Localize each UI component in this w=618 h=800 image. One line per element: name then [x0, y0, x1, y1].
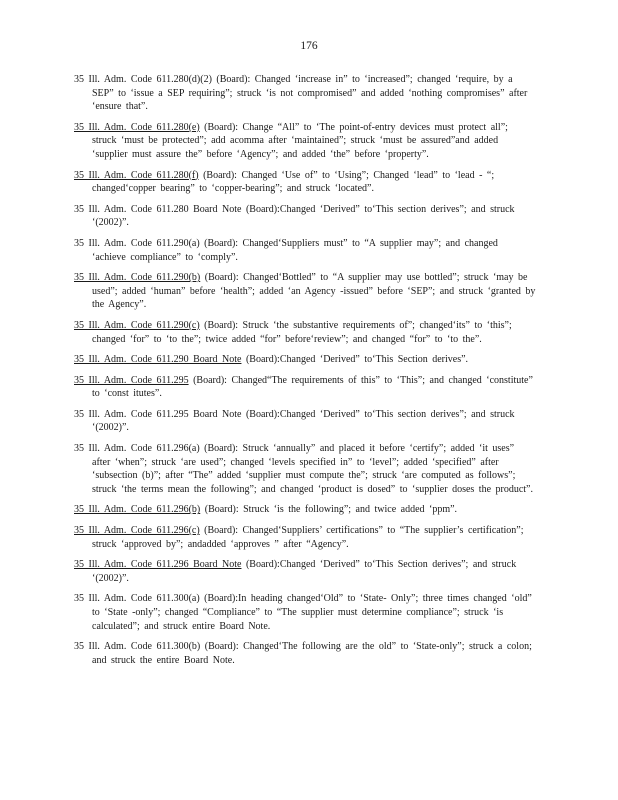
- page-number: 176: [300, 40, 318, 52]
- amendment-text: (Board): Changed‘Suppliers’ certifications” to “The supplier’s certification”; struck ‘approved by”; andadded ‘approves ” after “Agency”.: [92, 525, 524, 550]
- amendment-entry: [74, 524, 536, 551]
- code-citation: 35 Ill. Adm. Code 611.280(d)(2): [74, 74, 212, 85]
- amendment-text: (Board): Struck ‘is the following”; and twice added ‘ppm”.: [200, 504, 458, 516]
- amendment-entry: [74, 271, 536, 312]
- code-citation: 35 Ill. Adm. Code 611.295 Board Note: [74, 408, 242, 420]
- amendment-entry: [74, 592, 536, 633]
- amendment-entry: [74, 374, 536, 401]
- code-citation: 35 Ill. Adm. Code 611.290(c): [74, 319, 200, 331]
- amendment-text: (Board): Changed ‘Use of” to ‘Using”; Changed ‘lead” to ‘lead - “; changed‘copper bearing” to ‘copper-bearing”; and struck ‘located”.: [92, 169, 495, 195]
- amendment-text: (Board):Changed ‘Derived” to‘This section derives”; and struck ‘(2002)”.: [92, 203, 515, 229]
- amendment-entry: [74, 442, 536, 496]
- amendment-entry: [74, 408, 536, 435]
- code-citation: 35 Ill. Adm. Code 611.280(e): [74, 121, 200, 133]
- amendment-entry: [74, 353, 536, 367]
- amendment-text: (Board): Changed“The requirements of this” to ‘This”; and changed ‘constitute” to ‘const itutes”.: [92, 374, 533, 400]
- amendment-text: (Board):Changed ‘Derived” to‘This Section derives”.: [241, 354, 469, 366]
- code-citation: 35 Ill. Adm. Code 611.290(b): [74, 272, 201, 284]
- amendment-entry: [74, 121, 536, 162]
- amendment-entry: [74, 503, 536, 517]
- code-citation: 35 Ill. Adm. Code 611.296 Board Note: [74, 559, 242, 571]
- amendment-text: (Board): Changed‘Bottled” to “A supplier may use bottled”; struck ‘may be used”; added ‘human” before ‘health”; added ‘an Agency -issued” before ‘SEP”; and struck ‘granted by the Agency”.: [92, 272, 536, 311]
- amendment-text: (Board): Change “All” to ‘The point-of-entry devices must protect all”; struck ‘must be protected”; add acomma after ‘maintained”; struck ‘must be assured”and added ‘supplier must assure the” before ‘Agency”; and added ‘the” before ‘property”.: [92, 121, 508, 160]
- code-citation: 35 Ill. Adm. Code 611.296(c): [74, 525, 200, 537]
- amendment-text: (Board):Changed ‘Derived” to‘This section derives”; and struck ‘(2002)”.: [92, 408, 515, 434]
- amendment-text: (Board):In heading changed‘Old” to ‘State- Only”; three times changed ‘old” to ‘State -only”; changed “Compliance” to “The supplier must determine compliance”; struck ‘is calculated”; and struck entire Board Note.: [92, 593, 532, 632]
- amendment-entry: [74, 237, 536, 264]
- amendment-text: (Board): Changed‘The following are the old” to ‘State-only”; struck a colon; and struck the entire Board Note.: [92, 641, 532, 666]
- code-citation: 35 Ill. Adm. Code 611.290(a): [74, 237, 200, 249]
- code-citation: 35 Ill. Adm. Code 611.290 Board Note: [74, 354, 242, 366]
- amendment-entry: [74, 319, 536, 346]
- amendment-text: (Board): Changed‘Suppliers must” to “A supplier may”; and changed ‘achieve compliance” to ‘comply”.: [92, 237, 498, 263]
- amendment-text: (Board): Struck ‘annually” and placed it before ‘certify”; added ‘it uses” after ‘when”; struck ‘are used”; changed ‘levels specified in” to ‘level”; added ‘specified” after ‘subsection (b)”; after “The” added ‘supplier must compute the”; struck ‘are computed as follows”; struck ‘the terms mean the following”; and changed ‘product is dosed” to ‘supplier doses the product”.: [92, 443, 533, 495]
- code-citation: 35 Ill. Adm. Code 611.300(a): [74, 593, 200, 605]
- amendment-text: (Board): Struck ‘the substantive requirements of”; changed‘its” to ‘this”; changed ‘for” to ‘to the”; twice added “for” before‘review”; and changed “for” to ‘to the”.: [92, 319, 512, 345]
- code-citation: 35 Ill. Adm. Code 611.296(b): [74, 504, 201, 516]
- code-citation: 35 Ill. Adm. Code 611.280(f): [74, 169, 199, 181]
- amendment-text: (Board): Changed ‘increase in” to ‘increased”; changed ‘require, by a SEP” to ‘issue a SEP requiring”; struck ‘is not compromised” and added ‘nothing compromises” after ‘ensure that”.: [92, 74, 528, 113]
- amendment-entry: [74, 73, 536, 114]
- amendment-list: [74, 73, 536, 674]
- code-citation: 35 Ill. Adm. Code 611.296(a): [74, 443, 200, 455]
- amendment-entry: [74, 640, 536, 667]
- amendment-entry: [74, 169, 536, 196]
- code-citation: 35 Ill. Adm. Code 611.280 Board Note: [74, 203, 242, 215]
- amendment-entry: [74, 203, 536, 230]
- code-citation: 35 Ill. Adm. Code 611.295: [74, 374, 189, 386]
- amendment-entry: [74, 558, 536, 585]
- code-citation: 35 Ill. Adm. Code 611.300(b): [74, 641, 201, 653]
- amendment-text: (Board):Changed ‘Derived” to‘This Section derives”; and struck ‘(2002)”.: [92, 559, 517, 584]
